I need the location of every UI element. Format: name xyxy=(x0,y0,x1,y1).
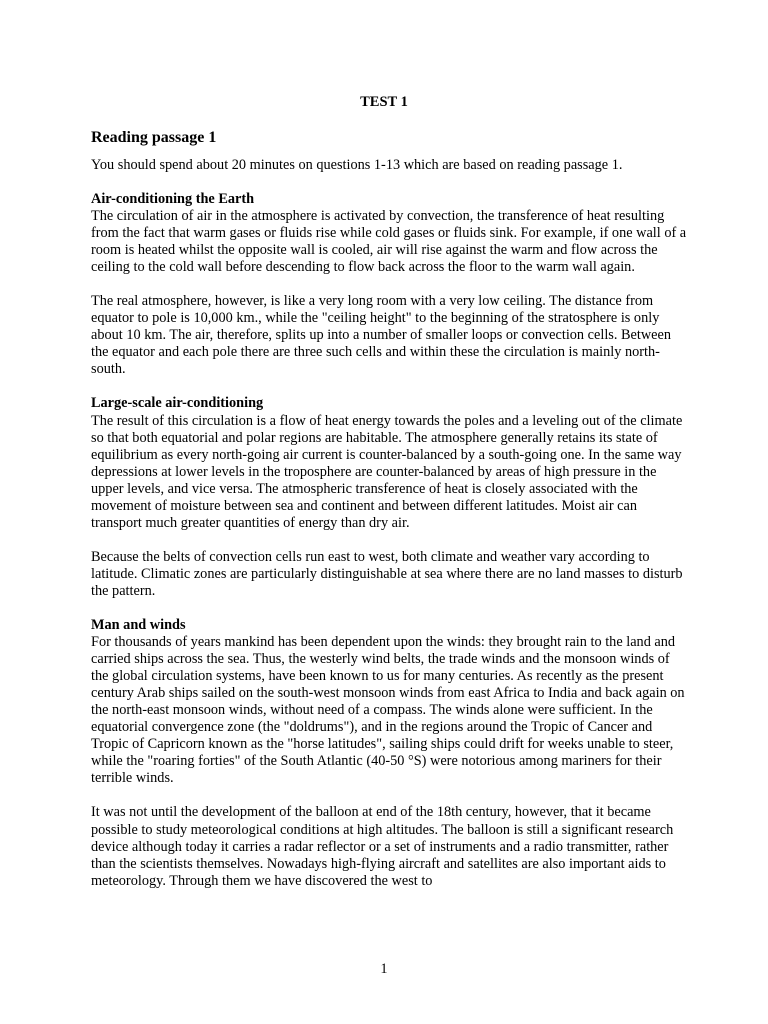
section-heading: Large-scale air-conditioning xyxy=(91,395,264,412)
paragraph: The circulation of air in the atmosphere is activated by convection, the transference of heat resulting from the fact that warm gases or fluids rise while cold gases or fluids sink. For example, if one wall of a room is heated whilst the opposite wall is cooled, air will rise against the warm and flow across the ceiling to the cold wall before descending to flow back across the floor to the warm wall again. xyxy=(91,208,687,276)
section-heading: Man and winds xyxy=(91,616,186,633)
paragraph: It was not until the development of the balloon at end of the 18th century, however, that it became possible to study meteorological conditions at high altitudes. The balloon is still a significant research device although today it carries a radar reflector or a set of instruments and a radio transmitter, rather than the scientists themselves. Nowadays high-flying aircraft and satellites are also important aids to meteorology. Through them we have discovered the west to xyxy=(91,804,674,889)
paragraph: The real atmosphere, however, is like a very long room with a very low ceiling. The distance from equator to pole is 10,000 km., while the "ceiling height" to the beginning of the stratosphere is only about 10 km. The air, therefore, splits up into a number of smaller loops or convection cells. Between the equator and each pole there are three such cells and within these the circulation is mainly north-south. xyxy=(91,293,672,378)
section-title: Reading passage 1 xyxy=(91,129,217,146)
section-large-scale-air-conditioning xyxy=(91,395,687,531)
page-number: 1 xyxy=(380,961,388,977)
instructions-text: You should spend about 20 minutes on questions 1-13 which are based on reading passage 1. xyxy=(91,157,623,173)
paragraph: The result of this circulation is a flow of heat energy towards the poles and a leveling out of the climate so that both equatorial and polar regions are habitable. The atmosphere generally retains its state of equilibrium as every north-going air current is counter-balanced by a south-going one. In the same way depressions at lower levels in the troposphere are counter-balanced by areas of high pressure in the upper levels, and vice versa. The atmospheric transference of heat is closely associated with the movement of moisture between sea and continent and between different latitudes. Moist air can transport much greater quantities of energy than dry air. xyxy=(91,412,683,531)
section-heading: Air-conditioning the Earth xyxy=(91,191,255,207)
passage-body xyxy=(91,191,687,907)
paragraph: For thousands of years mankind has been dependent upon the winds: they brought rain to the land and carried ships across the sea. Thus, the westerly wind belts, the trade winds and the monsoon winds of the global circulation systems, have been known to us for many centuries. As recently as the present century Arab ships sailed on the south-west monsoon winds from east Africa to India and back again on the north-east monsoon winds, without need of a compass. The winds alone were sufficient. In the equatorial convergence zone (the "doldrums"), and in the regions around the Tropic of Cancer and Tropic of Capricorn known as the "horse latitudes", sailing ships could drift for weeks unable to steer, while the "roaring forties" of the South Atlantic (40-50 °S) were notorious among mariners for their terrible winds. xyxy=(91,634,685,787)
section-man-and-winds xyxy=(91,617,687,787)
test-title: TEST 1 xyxy=(360,94,408,110)
paragraph: Because the belts of convection cells run east to west, both climate and weather vary according to latitude. Climatic zones are particularly distinguishable at sea where there are no land masses to disturb the pattern. xyxy=(91,548,683,599)
paragraph-block xyxy=(91,549,687,600)
paragraph-block xyxy=(91,293,687,378)
paragraph-block xyxy=(91,804,687,889)
section-air-conditioning-earth xyxy=(91,191,687,276)
